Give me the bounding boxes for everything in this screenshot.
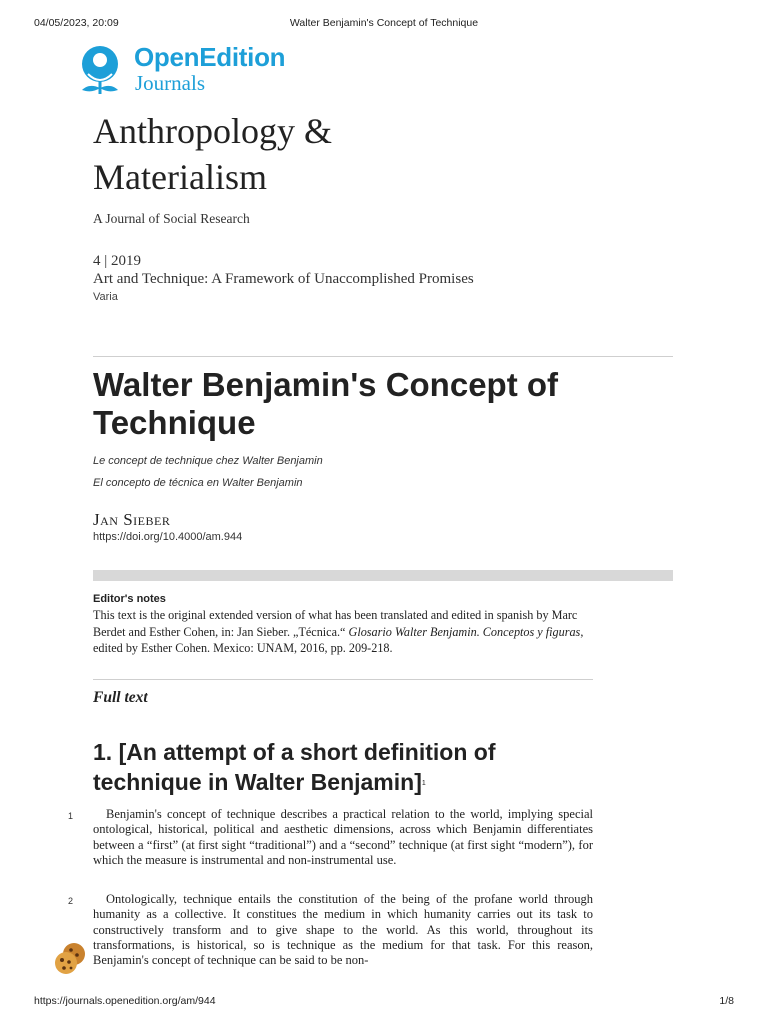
full-text-label: Full text [93,689,148,706]
article-title: Walter Benjamin's Concept of Technique [93,366,559,441]
doi-link[interactable]: https://doi.org/10.4000/am.944 [93,531,243,543]
alt-title-fr: Le concept de technique chez Walter Benjamin [93,455,323,467]
paragraph: Ontologically, technique entails the constitution of the being of the profane world through humanity as a collective. It constitues the medium in which humanity carries out its task to constructively transform and to give shape to the world. As this world, throughout its transformations, is historical, so is technique as the medium for that task. For this reason, Benjamin's concept of technique can be said to be non- [93,892,593,968]
print-footer [34,995,734,1007]
cookie-icon[interactable] [52,940,88,976]
openedition-flower-icon [78,44,126,98]
alt-title-es: El concepto de técnica en Walter Benjamin [93,477,303,489]
logo-subbrand-text: Journals [135,71,205,95]
print-url: https://journals.openedition.org/am/944 [34,995,216,1007]
print-page-title: Walter Benjamin's Concept of Technique [289,17,479,29]
journal-title[interactable]: Anthropology & Materialism [93,111,332,197]
print-header [34,17,734,29]
section-heading-text: 1. [An attempt of a short definition of technique in Walter Benjamin] [93,739,496,795]
footnote-ref[interactable]: 1 [421,780,426,787]
author-name[interactable]: Jan Sieber [93,510,171,529]
editors-notes-heading: Editor's notes [93,593,166,605]
print-page-number: 1/8 [719,995,734,1007]
divider [93,356,673,357]
paragraph: Benjamin's concept of technique describes a practical relation to the world, implying special ontological, historical, political and aesthetic dimensions, across which Benjamin differentiates between a “first” (at first sight “traditional”) and a “second” technique (at first sight “modern”), for which the measure is instrumental and non-instrumental use. [93,807,593,867]
editors-notes-book-title: Glosario Walter Benjamin. Conceptos y figuras [348,624,581,639]
print-datetime: 04/05/2023, 20:09 [34,17,119,29]
logo-brand-text: OpenEdition [134,42,286,72]
openedition-logo[interactable] [78,42,308,98]
divider [93,679,593,680]
section-heading [93,737,593,797]
section-label: Varia [93,291,118,303]
editors-notes-text-part: This text is the original extended version of what has been translated and edited in spanish by Marc Berdet and Esther Cohen, in: Jan Sieber. „Técnica.“ [93,608,578,639]
editors-notes-text-part: , edited by Esther Cohen. Mexico: UNAM, 2016, pp. 209-218. [93,624,584,655]
section-bar [93,570,673,581]
journal-subtitle: A Journal of Social Research [93,211,250,226]
paragraph-number: 1 [68,811,74,821]
editors-notes-text [93,607,593,657]
issue-title[interactable]: Art and Technique: A Framework of Unaccomplished Promises [93,271,474,287]
issue-number[interactable]: 4 | 2019 [93,253,142,269]
paragraph-number: 2 [68,896,74,906]
